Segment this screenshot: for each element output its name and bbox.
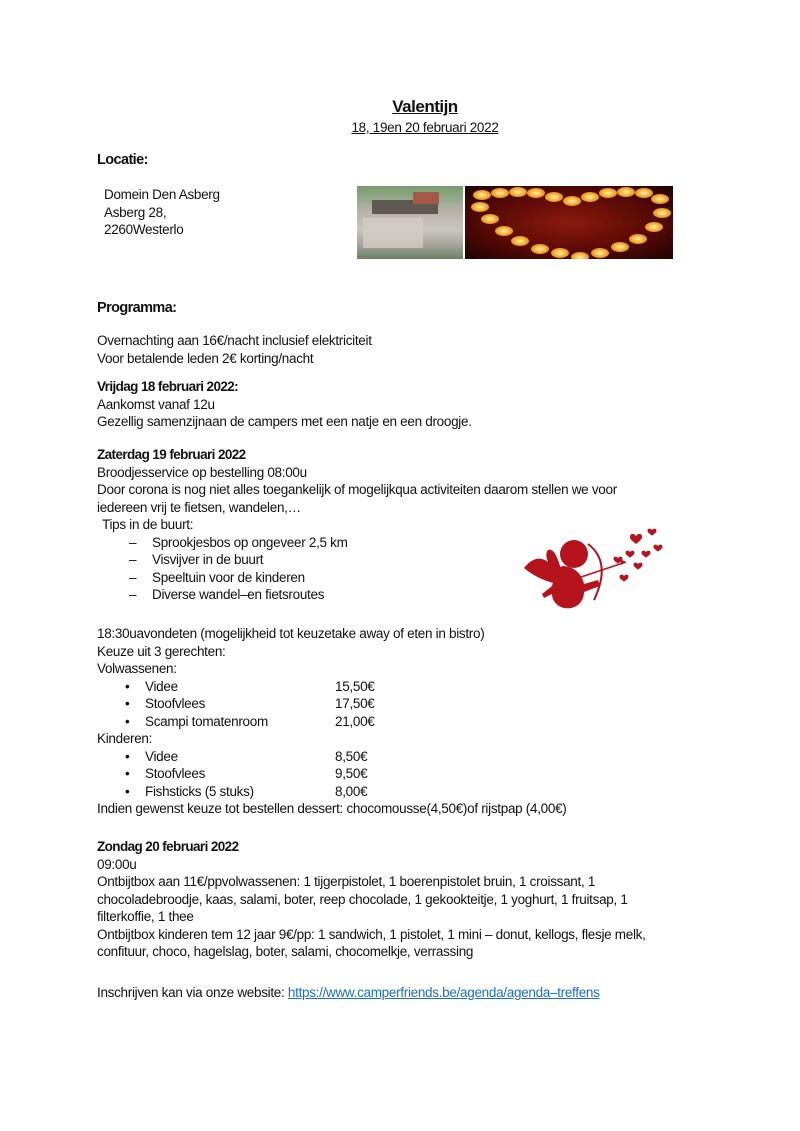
dinner-line: 18:30uavondeten (mogelijkheid tot keuzetake away of eten in bistro)	[97, 626, 485, 641]
menu-price: 15,50€	[335, 678, 375, 694]
location-heading: Locatie:	[97, 152, 148, 168]
signup-line	[97, 984, 600, 1002]
address-line: Domein Den Asberg	[104, 187, 220, 202]
sunday-line: confituur, choco, hagelslag, boter, salami, chocomelkje, verrassing	[97, 944, 474, 959]
tip-item: – Sprookjesbos op ongeveer 2,5 km	[129, 534, 348, 550]
menu-item: • Stoofvlees 17,50€	[125, 696, 375, 711]
menu-price: 8,50€	[335, 748, 368, 764]
address-line: 2260Westerlo	[104, 222, 184, 237]
dessert-line: Indien gewenst keuze tot bestellen dessert: chocomousse(4,50€)of rijstpap (4,00€)	[97, 801, 567, 816]
friday-line: Gezellig samenzijnaan de campers met een natje en een droogje.	[97, 414, 472, 429]
tip-item: – Visvijver in de buurt	[129, 552, 264, 567]
sunday-line: 09:00u	[97, 856, 137, 872]
signup-link[interactable]: https://www.camperfriends.be/agenda/agenda–treffens	[287, 985, 600, 1000]
sunday-line: Ontbijtbox aan 11€/ppvolwassenen: 1 tijgerpistolet, 1 boerenpistolet bruin, 1 croissant, 1	[97, 874, 596, 889]
cupid-icon	[518, 522, 668, 614]
saturday-line: Door corona is nog niet alles toegankelijk of mogelijkqua activiteiten daarom stellen we voor	[97, 482, 617, 497]
event-dates: 18, 19en 20 februari 2022	[351, 120, 499, 135]
menu-item: • Fishsticks (5 stuks) 8,00€	[125, 783, 368, 799]
sunday-section	[97, 838, 646, 961]
menu-price: 8,00€	[335, 783, 368, 799]
sunday-line: Ontbijtbox kinderen tem 12 jaar 9€/pp: 1 sandwich, 1 pistolet, 1 mini – donut, kellogs, flesje melk,	[97, 926, 646, 942]
saturday-heading: Zaterdag 19 februari 2022	[97, 447, 246, 462]
menu-item: • Videe 15,50€	[125, 678, 375, 694]
saturday-line: Broodjesservice op bestelling 08:00u	[97, 464, 307, 480]
sunday-line: chocoladebroodje, kaas, salami, boter, reep chocolade, 1 gekookteitje, 1 yoghurt, 1 fruitsap, 1	[97, 891, 628, 907]
sunday-heading: Zondag 20 februari 2022	[97, 839, 239, 854]
menu-price: 21,00€	[335, 713, 375, 729]
address-line: Asberg 28,	[104, 204, 167, 220]
menu-item: • Scampi tomatenroom 21,00€	[125, 713, 375, 729]
campsite-photo	[357, 186, 463, 259]
tip-item: – Speeltuin voor de kinderen	[129, 569, 305, 585]
document-title: Valentijn	[392, 97, 458, 116]
menu-price: 17,50€	[335, 696, 375, 711]
menu-price: 9,50€	[335, 766, 368, 781]
friday-heading: Vrijdag 18 februari 2022:	[97, 379, 239, 394]
kids-heading: Kinderen:	[97, 731, 153, 746]
adults-heading: Volwassenen:	[97, 661, 177, 676]
signup-text: Inschrijven kan via onze website:	[97, 985, 288, 1000]
dinner-section	[97, 625, 567, 818]
price-info: Overnachting aan 16€/nacht inclusief elektriciteit	[97, 333, 372, 348]
tip-item: – Diverse wandel–en fietsroutes	[129, 587, 325, 602]
friday-section	[97, 378, 472, 431]
saturday-line: iedereen vrij te fietsen, wandelen,…	[97, 499, 301, 515]
sunday-line: filterkoffie, 1 thee	[97, 909, 194, 924]
friday-line: Aankomst vanaf 12u	[97, 396, 215, 412]
menu-item: • Stoofvlees 9,50€	[125, 766, 368, 781]
discount-info: Voor betalende leden 2€ korting/nacht	[97, 350, 314, 366]
menu-item: • Videe 8,50€	[125, 748, 368, 764]
program-heading: Programma:	[97, 300, 177, 316]
dinner-line: Keuze uit 3 gerechten:	[97, 643, 226, 659]
location-address	[104, 186, 220, 239]
candle-heart-photo	[465, 186, 673, 259]
program-intro	[97, 332, 372, 367]
tips-heading: Tips in de buurt:	[102, 517, 194, 532]
